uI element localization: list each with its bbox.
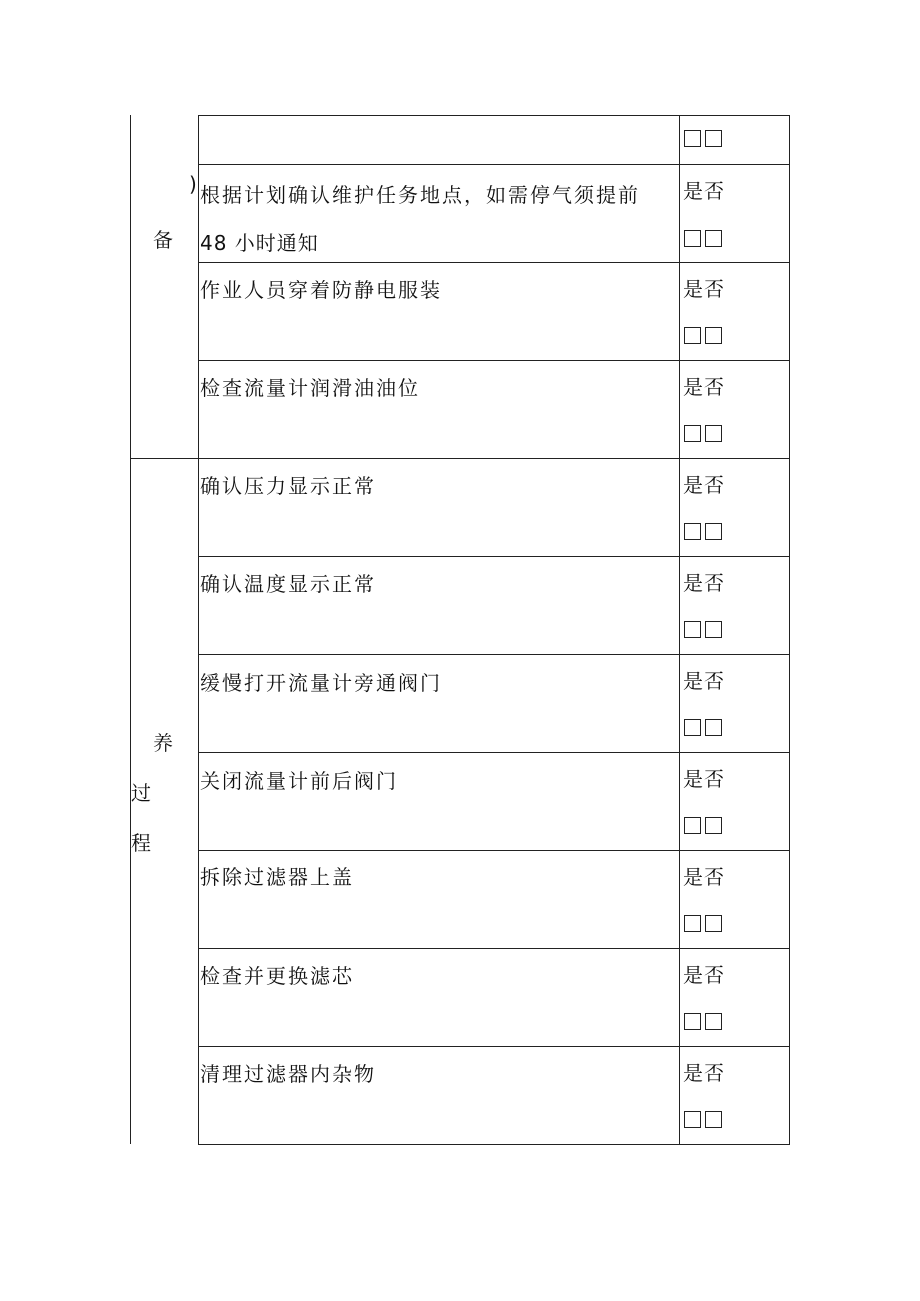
checkbox-pair — [684, 817, 722, 834]
yes-checkbox[interactable] — [684, 327, 701, 344]
checklist-item-text-line2: 48 小时通知 — [200, 231, 319, 255]
table-top-border — [198, 115, 790, 116]
yes-no-label: 是否 — [683, 375, 725, 399]
no-checkbox[interactable] — [705, 915, 722, 932]
row-divider — [198, 654, 790, 655]
checkbox-pair — [684, 719, 722, 736]
row-divider — [198, 752, 790, 753]
checklist-item-text: 清理过滤器内杂物 — [200, 1062, 376, 1086]
no-checkbox[interactable] — [705, 230, 722, 247]
check-column-divider — [679, 115, 680, 1144]
no-checkbox[interactable] — [705, 523, 722, 540]
checklist-item-text: 缓慢打开流量计旁通阀门 — [200, 671, 442, 695]
yes-checkbox[interactable] — [684, 621, 701, 638]
no-checkbox[interactable] — [705, 621, 722, 638]
checklist-item-text: 根据计划确认维护任务地点，如需停气须提前 — [200, 183, 640, 207]
yes-no-label: 是否 — [683, 865, 725, 889]
checkbox-pair — [684, 425, 722, 442]
checkbox-pair — [684, 523, 722, 540]
yes-no-label: 是否 — [683, 571, 725, 595]
checkbox-pair — [684, 1013, 722, 1030]
no-checkbox[interactable] — [705, 130, 722, 147]
yes-no-label: 是否 — [683, 1061, 725, 1085]
checklist-item-text: 检查并更换滤芯 — [200, 964, 354, 988]
yes-checkbox[interactable] — [684, 230, 701, 247]
no-checkbox[interactable] — [705, 817, 722, 834]
checklist-item-text: 关闭流量计前后阀门 — [200, 769, 398, 793]
checklist-item-text: 拆除过滤器上盖 — [200, 865, 354, 889]
checkbox-pair — [684, 915, 722, 932]
no-checkbox[interactable] — [705, 719, 722, 736]
row-divider — [198, 850, 790, 851]
section-divider — [130, 458, 790, 459]
stray-paren-mark: ) — [189, 172, 197, 196]
yes-checkbox[interactable] — [684, 1111, 701, 1128]
checkbox-pair — [684, 621, 722, 638]
yes-no-label: 是否 — [683, 963, 725, 987]
yes-checkbox[interactable] — [684, 1013, 701, 1030]
section-label-char: 程 — [131, 831, 151, 855]
table-bottom-border — [198, 1144, 790, 1145]
yes-no-label: 是否 — [683, 669, 725, 693]
row-divider — [198, 948, 790, 949]
yes-no-label: 是否 — [683, 179, 725, 203]
checklist-item-text: 检查流量计润滑油油位 — [200, 376, 420, 400]
left-border — [130, 115, 131, 1144]
yes-checkbox[interactable] — [684, 817, 701, 834]
checkbox-pair — [684, 1111, 722, 1128]
category-divider — [198, 115, 199, 1144]
checklist-item-text: 确认温度显示正常 — [200, 572, 376, 596]
yes-no-label: 是否 — [683, 473, 725, 497]
yes-checkbox[interactable] — [684, 915, 701, 932]
row-divider — [198, 1046, 790, 1047]
checkbox-pair — [684, 130, 722, 147]
section-label-char: 过 — [131, 781, 151, 805]
row-divider — [198, 164, 790, 165]
yes-checkbox[interactable] — [684, 130, 701, 147]
yes-no-label: 是否 — [683, 277, 725, 301]
no-checkbox[interactable] — [705, 1013, 722, 1030]
right-border — [789, 115, 790, 1144]
no-checkbox[interactable] — [705, 327, 722, 344]
row-divider — [198, 360, 790, 361]
checkbox-pair — [684, 327, 722, 344]
section-label-char: 备 — [153, 228, 173, 252]
no-checkbox[interactable] — [705, 425, 722, 442]
checklist-item-text: 作业人员穿着防静电服装 — [200, 278, 442, 302]
row-divider — [198, 556, 790, 557]
yes-checkbox[interactable] — [684, 719, 701, 736]
no-checkbox[interactable] — [705, 1111, 722, 1128]
checkbox-pair — [684, 230, 722, 247]
yes-checkbox[interactable] — [684, 523, 701, 540]
section-label-char: 养 — [153, 731, 173, 755]
row-divider — [198, 262, 790, 263]
checklist-item-text: 确认压力显示正常 — [200, 474, 376, 498]
yes-no-label: 是否 — [683, 767, 725, 791]
yes-checkbox[interactable] — [684, 425, 701, 442]
